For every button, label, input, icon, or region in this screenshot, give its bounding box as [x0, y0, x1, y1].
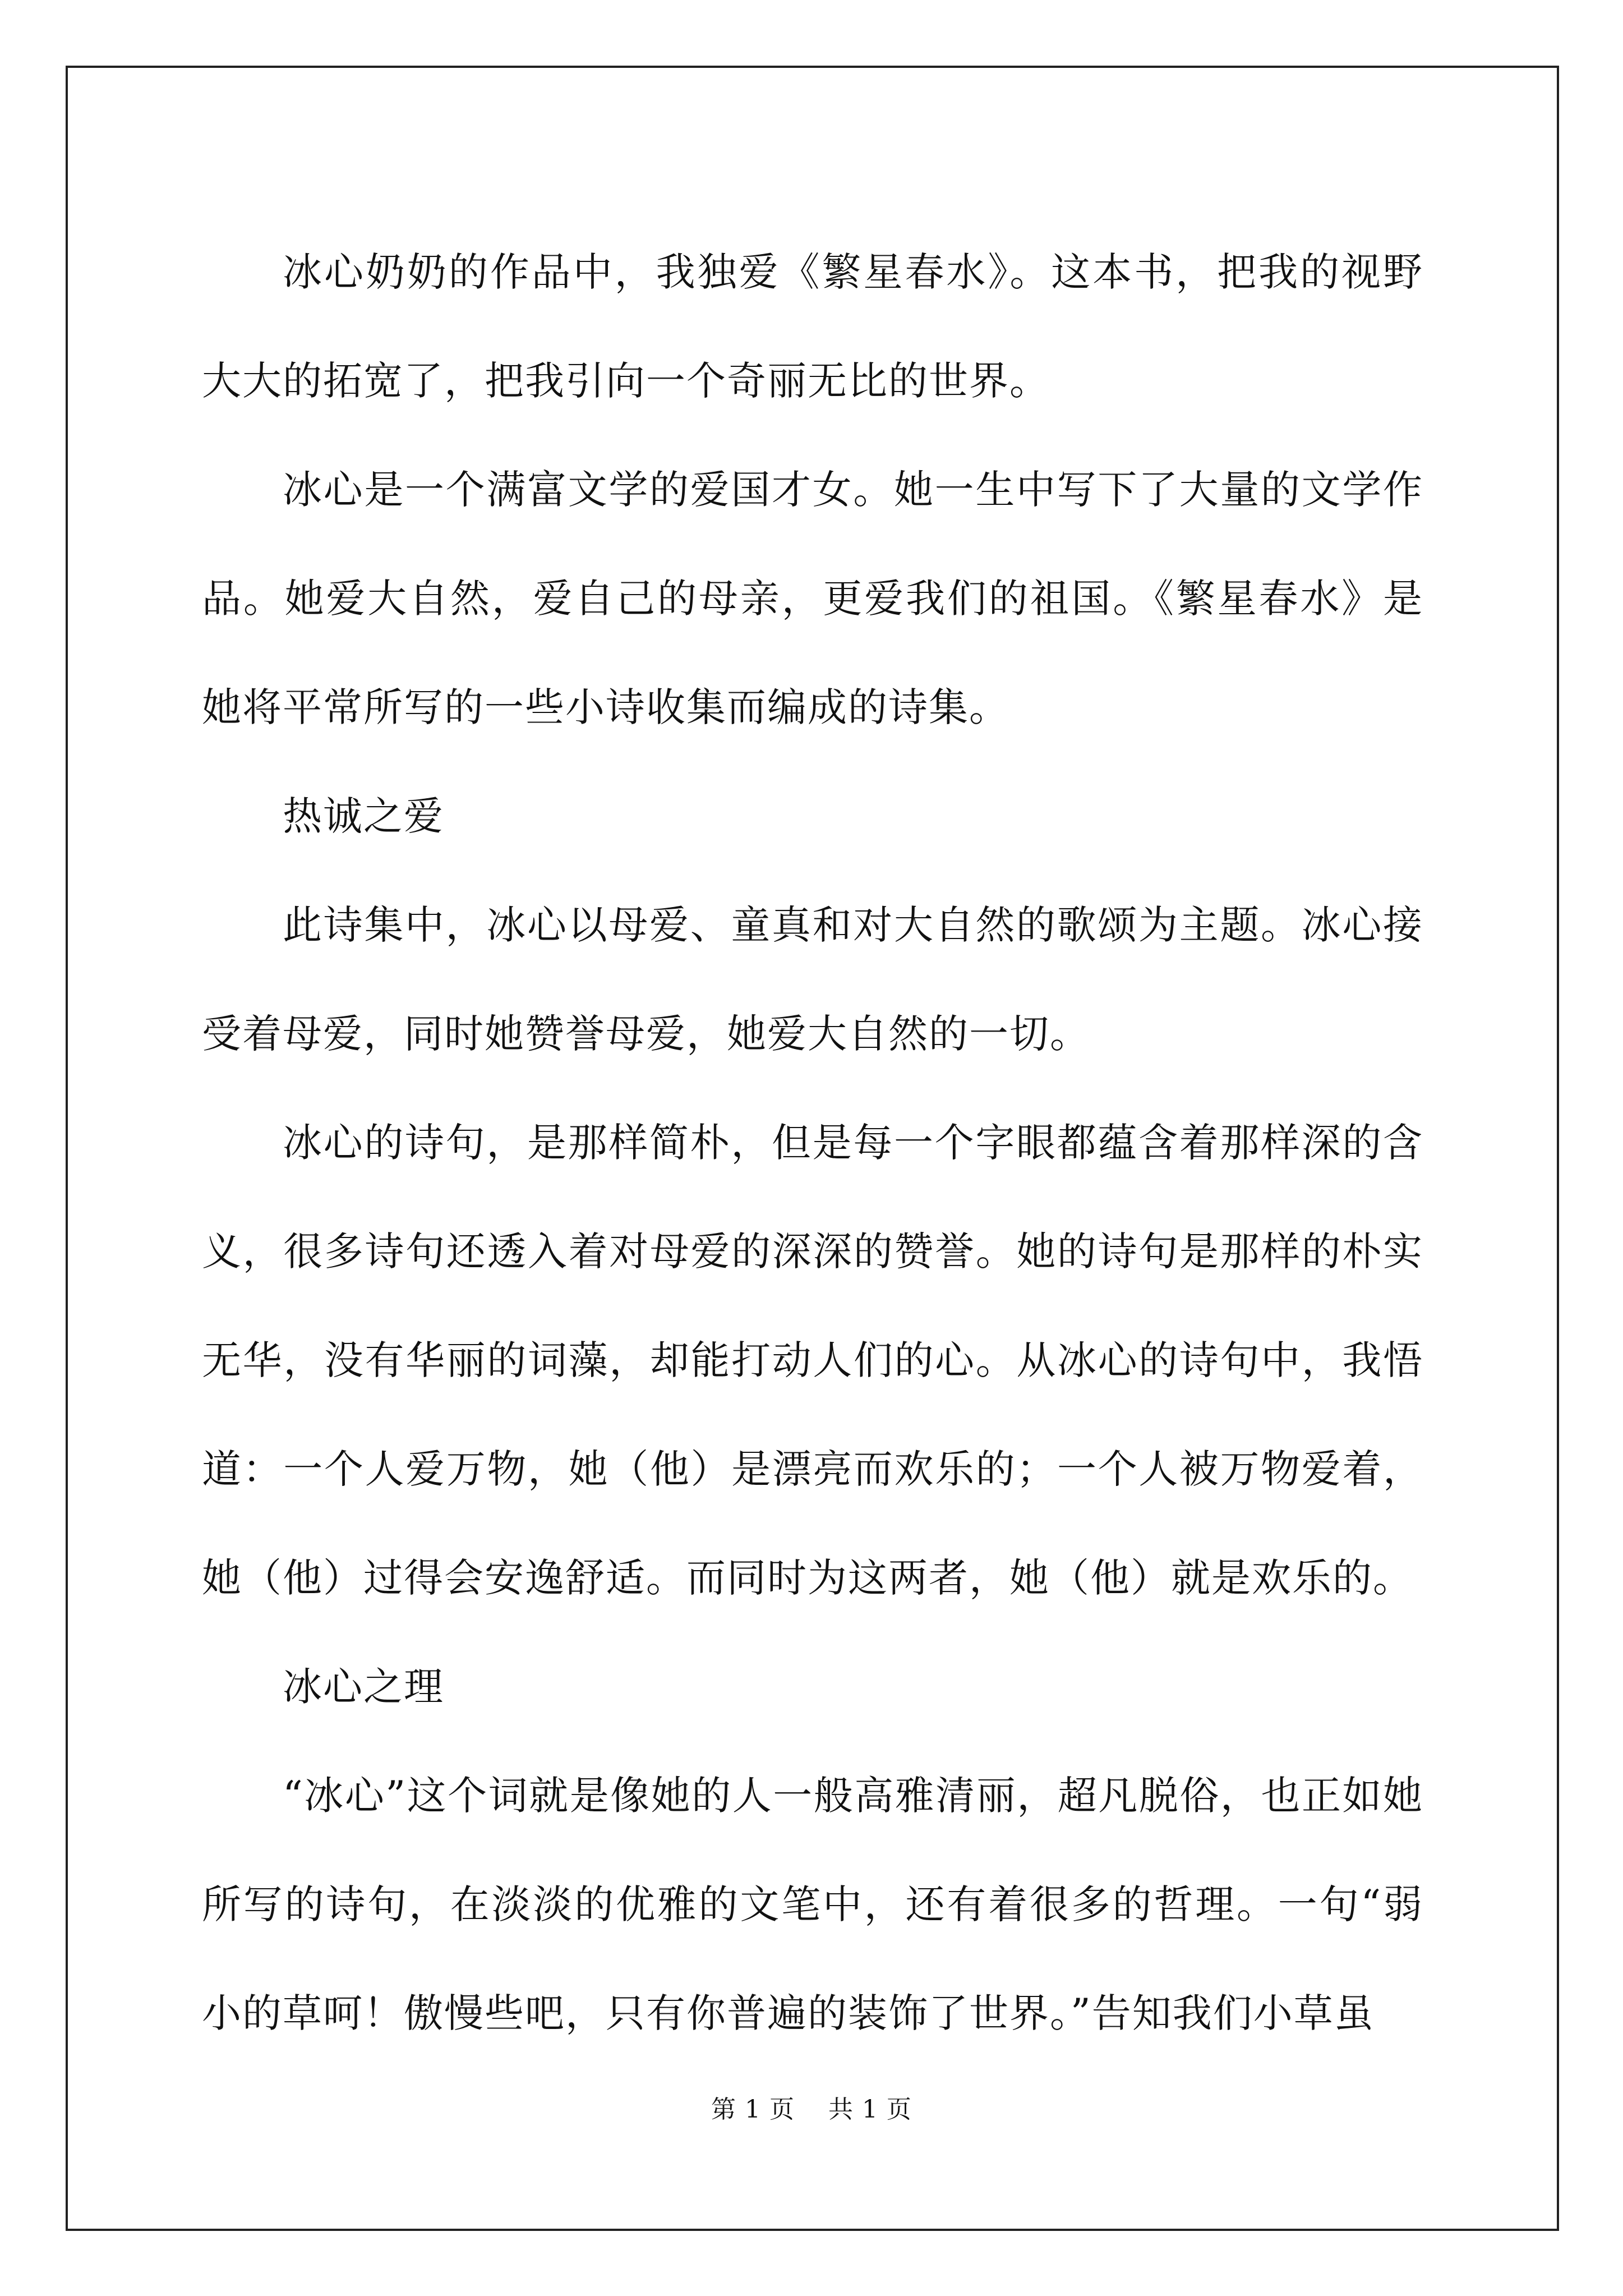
paragraph-about-bingxin: 冰心是一个满富文学的爱国才女。她一生中写下了大量的文学作品。她爱大自然，爱自己的母亲，更爱我们的祖国。《繁星春水》是她将平常所写的一些小诗收集而编成的诗集。 — [202, 467, 1423, 730]
page-footer — [0, 2094, 1623, 2125]
paragraph-themes: 此诗集中，冰心以母爱、童真和对大自然的歌颂为主题。冰心接受着母爱，同时她赞誉母爱，她爱大自然的一切。 — [202, 902, 1423, 1057]
section-heading-love: 热诚之爱 — [283, 793, 444, 839]
paragraph-poem-style: 冰心的诗句，是那样简朴，但是每一个字眼都蕴含着那样深的含义，很多诗句还透入着对母爱的深深的赞誉。她的诗句是那样的朴实无华，没有华丽的词藻，却能打动人们的心。从冰心的诗句中，我悟道：一个人爱万物，她（他）是漂亮而欢乐的；一个人被万物爱着，她（他）过得会安逸舒适。而同时为这两者，她（他）就是欢乐的。 — [202, 1120, 1423, 1601]
page-number: 第 1 页 共 1 页 — [711, 2095, 912, 2124]
paragraph-philosophy: “冰心”这个词就是像她的人一般高雅清丽，超凡脱俗，也正如她所写的诗句，在淡淡的优雅的文笔中，还有着很多的哲理。一句“弱小的草呵！傲慢些吧，只有你普遍的装饰了世界。”告知我们小草虽 — [202, 1773, 1423, 2036]
section-heading-reason: 冰心之理 — [283, 1664, 444, 1710]
paragraph-intro: 冰心奶奶的作品中，我独爱《繁星春水》。这本书，把我的视野大大的拓宽了，把我引向一个奇丽无比的世界。 — [202, 249, 1423, 404]
document-body — [202, 218, 1423, 2068]
